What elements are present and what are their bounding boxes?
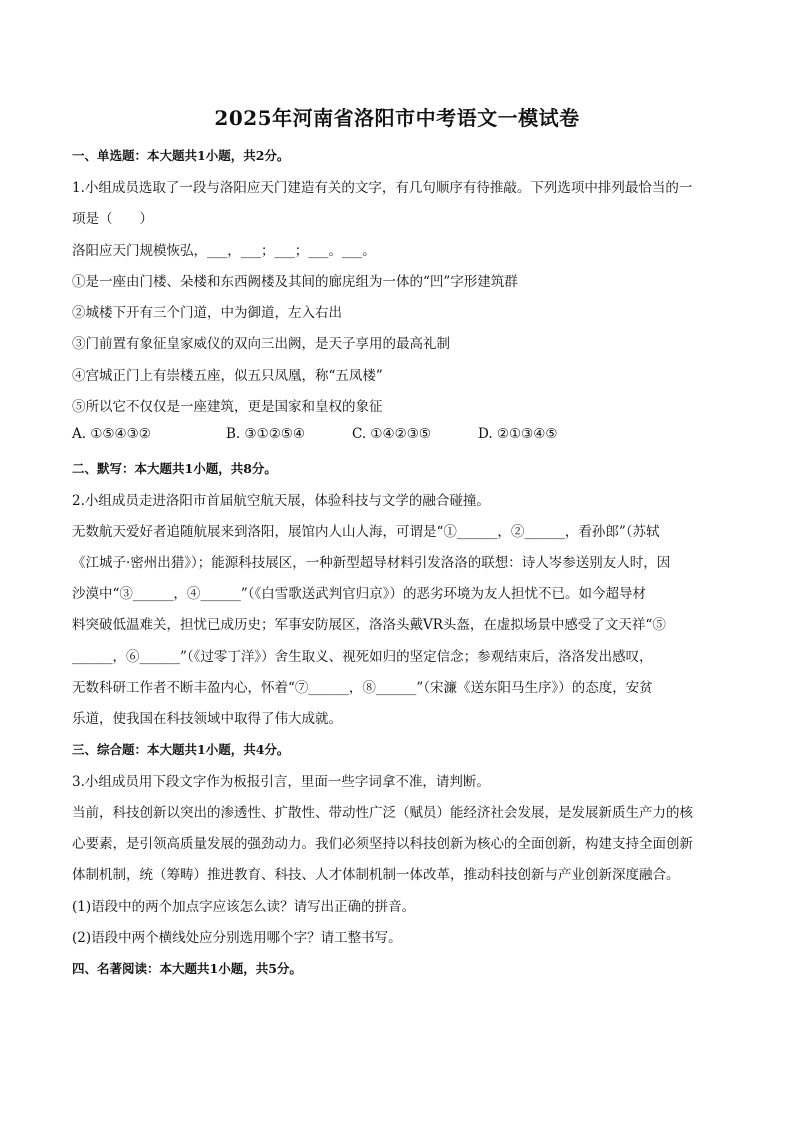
q3-line: 3.小组成员用下段文字作为板报引言，里面一些字词拿不准，请判断。 xyxy=(72,774,490,790)
section-header-3: 三、综合题：本大题共1小题，共4分。 xyxy=(72,742,290,757)
q1-option-d: D. ②①③④⑤ xyxy=(478,426,558,442)
section-header-2: 二、默写：本大题共1小题，共8分。 xyxy=(72,461,277,476)
q2-line: 2.小组成员走进洛阳市首届航空航天展，体验科技与文学的融合碰撞。 xyxy=(72,493,490,509)
q1-item-2: ②城楼下开有三个门道，中为御道，左入右出 xyxy=(72,305,342,321)
q2-line: ______，⑥______”（《过零丁洋》）舍生取义、视死如归的坚定信念；参观结束后，洛洛发出感叹， xyxy=(72,649,653,665)
q3-line: 当前，科技创新以突出的渗透性、扩散性、带动性广泛（赋员）能经济社会发展，是发展新质生产力的核 xyxy=(72,805,693,821)
q1-stem-line-2: 项是（ ） xyxy=(72,211,153,227)
q1-option-b: B. ③①②⑤④ xyxy=(226,426,306,442)
q2-line: 乐道，使我国在科技领域中取得了伟大成就。 xyxy=(72,711,342,727)
q1-item-1: ①是一座由门楼、朵楼和东西阙楼及其间的廊庑组为一体的“凹”字形建筑群 xyxy=(72,274,518,290)
q3-line: 体制机制，统（筹畴）推进教育、科技、人才体制机制一体改革，推动科技创新与产业创新深度融合。 xyxy=(72,867,680,883)
q1-item-3: ③门前置有象征皇家威仪的双向三出阙，是天子享用的最高礼制 xyxy=(72,336,450,352)
q1-stem-line-1: 1.小组成员选取了一段与洛阳应天门建造有关的文字，有几句顺序有待推敲。下列选项中排列最恰当的一 xyxy=(72,180,693,196)
q3-line: 心要素，是引领高质量发展的强劲动力。我们必须坚持以科技创新为核心的全面创新，构建支持全面创新 xyxy=(72,836,693,852)
q2-line: 沙漠中“③______，④______”（《白雪歌送武判官归京》）的恶劣环境为友人担忧不已。如今超导材 xyxy=(72,586,647,602)
section-header-4: 四、名著阅读：本大题共1小题，共5分。 xyxy=(72,961,302,976)
q1-item-4: ④宫城正门上有崇楼五座，似五只凤凰，称“五凤楼” xyxy=(72,368,383,384)
q2-line: 无数航天爱好者追随航展来到洛阳，展馆内人山人海，可谓是“①______，②______，看孙郎”（苏轼 xyxy=(72,524,660,540)
q1-option-a: A. ①⑤④③② xyxy=(72,426,151,442)
q3-subquestion-2: (2)语段中两个横线处应分别选用哪个字？请工整书写。 xyxy=(72,930,402,946)
q3-subquestion-1: (1)语段中的两个加点字应该怎么读？请写出正确的拼音。 xyxy=(72,899,416,915)
section-header-1: 一、单选题：本大题共1小题，共2分。 xyxy=(72,148,290,163)
q1-item-5: ⑤所以它不仅仅是一座建筑，更是国家和皇权的象征 xyxy=(72,399,383,415)
q2-line: 《江城子·密州出猎》）；能源科技展区，一种新型超导材料引发洛洛的联想：诗人岑参送别友人时，因 xyxy=(72,555,671,571)
q1-option-c: C. ①④②③⑤ xyxy=(352,426,431,442)
q2-line: 料突破低温难关，担忧已成历史；军事安防展区，洛洛头戴VR头盔，在虚拟场景中感受了文天祥“⑤ xyxy=(72,617,666,633)
q1-lead-sentence: 洛阳应天门规模恢弘，___，___；___；___。___。 xyxy=(72,243,376,259)
page-title: 2025年河南省洛阳市中考语文一模试卷 xyxy=(214,106,580,130)
q2-line: 无数科研工作者不断丰盈内心，怀着“⑦______，⑧______”（宋濂《送东阳马生序》）的态度，安贫 xyxy=(72,680,653,696)
